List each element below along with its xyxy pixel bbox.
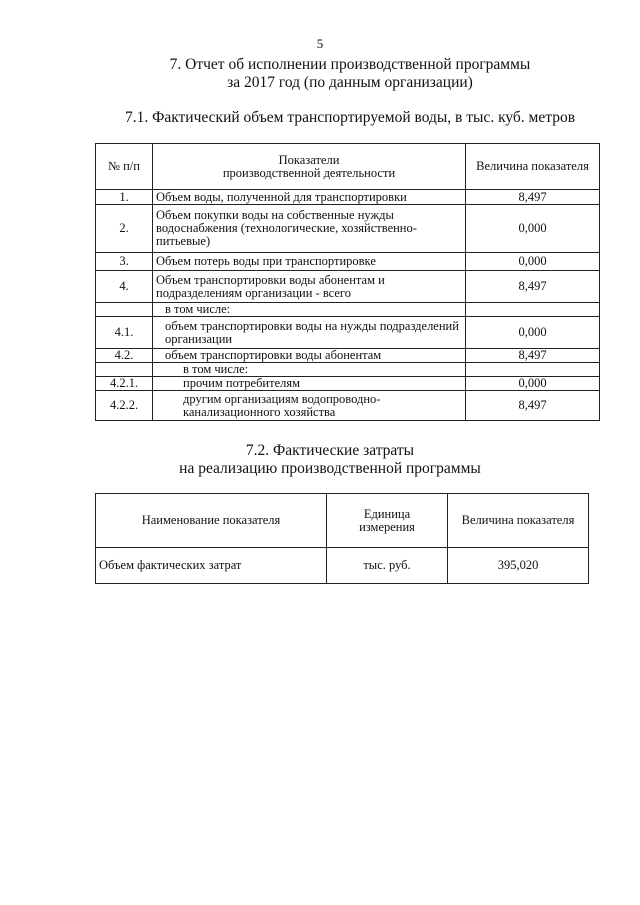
header-unit: [327, 494, 448, 548]
section-7-1-title: 7.1. Фактический объем транспортируемой воды, в тыс. куб. метров: [124, 109, 576, 126]
row-name: Объем фактических затрат: [96, 548, 327, 584]
row-value: 395,020: [448, 548, 589, 584]
row-value: 8,497: [466, 271, 600, 303]
page-number: 5: [316, 36, 324, 51]
table-row: [96, 317, 600, 349]
row-num: 4.2.1.: [96, 377, 153, 391]
header-unit-line-2: измерения: [359, 519, 415, 534]
header-indicator-line-2: производственной деятельности: [222, 165, 396, 180]
table-header-row: [96, 144, 600, 190]
header-num: № п/п: [96, 144, 153, 190]
header-name: Наименование показателя: [96, 494, 327, 548]
table-row: [96, 271, 600, 303]
row-label: объем транспортировки воды абонентам: [153, 349, 466, 363]
row-label: Объем покупки воды на собственные нужды водоснабжения (технологические, хозяйственно-питьевые): [153, 205, 466, 253]
header-value: Величина показателя: [466, 144, 600, 190]
table-row: [96, 303, 600, 317]
row-value: 8,497: [466, 190, 600, 205]
row-num: 4.2.2.: [96, 391, 153, 421]
row-label: Объем транспортировки воды абонентам и подразделениям организации - всего: [153, 271, 466, 303]
row-value: [466, 363, 600, 377]
header-unit-line-1: Единица: [363, 506, 411, 521]
section-7-title-line-1: 7. Отчет об исполнении производственной программы: [169, 56, 531, 73]
row-num: 1.: [96, 190, 153, 205]
header-indicator: [153, 144, 466, 190]
row-label: Объем воды, полученной для транспортировки: [153, 190, 466, 205]
row-value: 0,000: [466, 205, 600, 253]
row-label: другим организациям водопроводно-канализационного хозяйства: [153, 391, 466, 421]
row-label: Объем потерь воды при транспортировке: [153, 253, 466, 271]
water-volume-table: [95, 143, 600, 421]
table-row: [96, 349, 600, 363]
header-indicator-line-1: Показатели: [278, 152, 340, 167]
row-value: 8,497: [466, 391, 600, 421]
row-value: 8,497: [466, 349, 600, 363]
table-row: [96, 190, 600, 205]
row-num: 3.: [96, 253, 153, 271]
table-row: [96, 253, 600, 271]
row-num: [96, 363, 153, 377]
section-7-title: [140, 56, 560, 92]
row-label: в том числе:: [153, 303, 466, 317]
section-7-2-title-line-1: 7.2. Фактические затраты: [245, 442, 415, 459]
row-unit: тыс. руб.: [327, 548, 448, 584]
row-label: объем транспортировки воды на нужды подразделений организации: [153, 317, 466, 349]
row-value: 0,000: [466, 317, 600, 349]
table-row: [96, 205, 600, 253]
table-row: [96, 363, 600, 377]
row-num: [96, 303, 153, 317]
row-label: в том числе:: [153, 363, 466, 377]
row-value: [466, 303, 600, 317]
costs-table: [95, 493, 589, 584]
row-num: 4.1.: [96, 317, 153, 349]
row-label: прочим потребителям: [153, 377, 466, 391]
table-row: [96, 377, 600, 391]
row-num: 4.2.: [96, 349, 153, 363]
row-value: 0,000: [466, 377, 600, 391]
header-value: Величина показателя: [448, 494, 589, 548]
section-7-title-line-2: за 2017 год (по данным организации): [227, 74, 473, 91]
table-header-row: [96, 494, 589, 548]
row-num: 4.: [96, 271, 153, 303]
table-row: [96, 391, 600, 421]
section-7-2-title-line-2: на реализацию производственной программы: [179, 460, 481, 477]
row-value: 0,000: [466, 253, 600, 271]
row-num: 2.: [96, 205, 153, 253]
section-7-2-title: [80, 442, 580, 478]
table-row: [96, 548, 589, 584]
